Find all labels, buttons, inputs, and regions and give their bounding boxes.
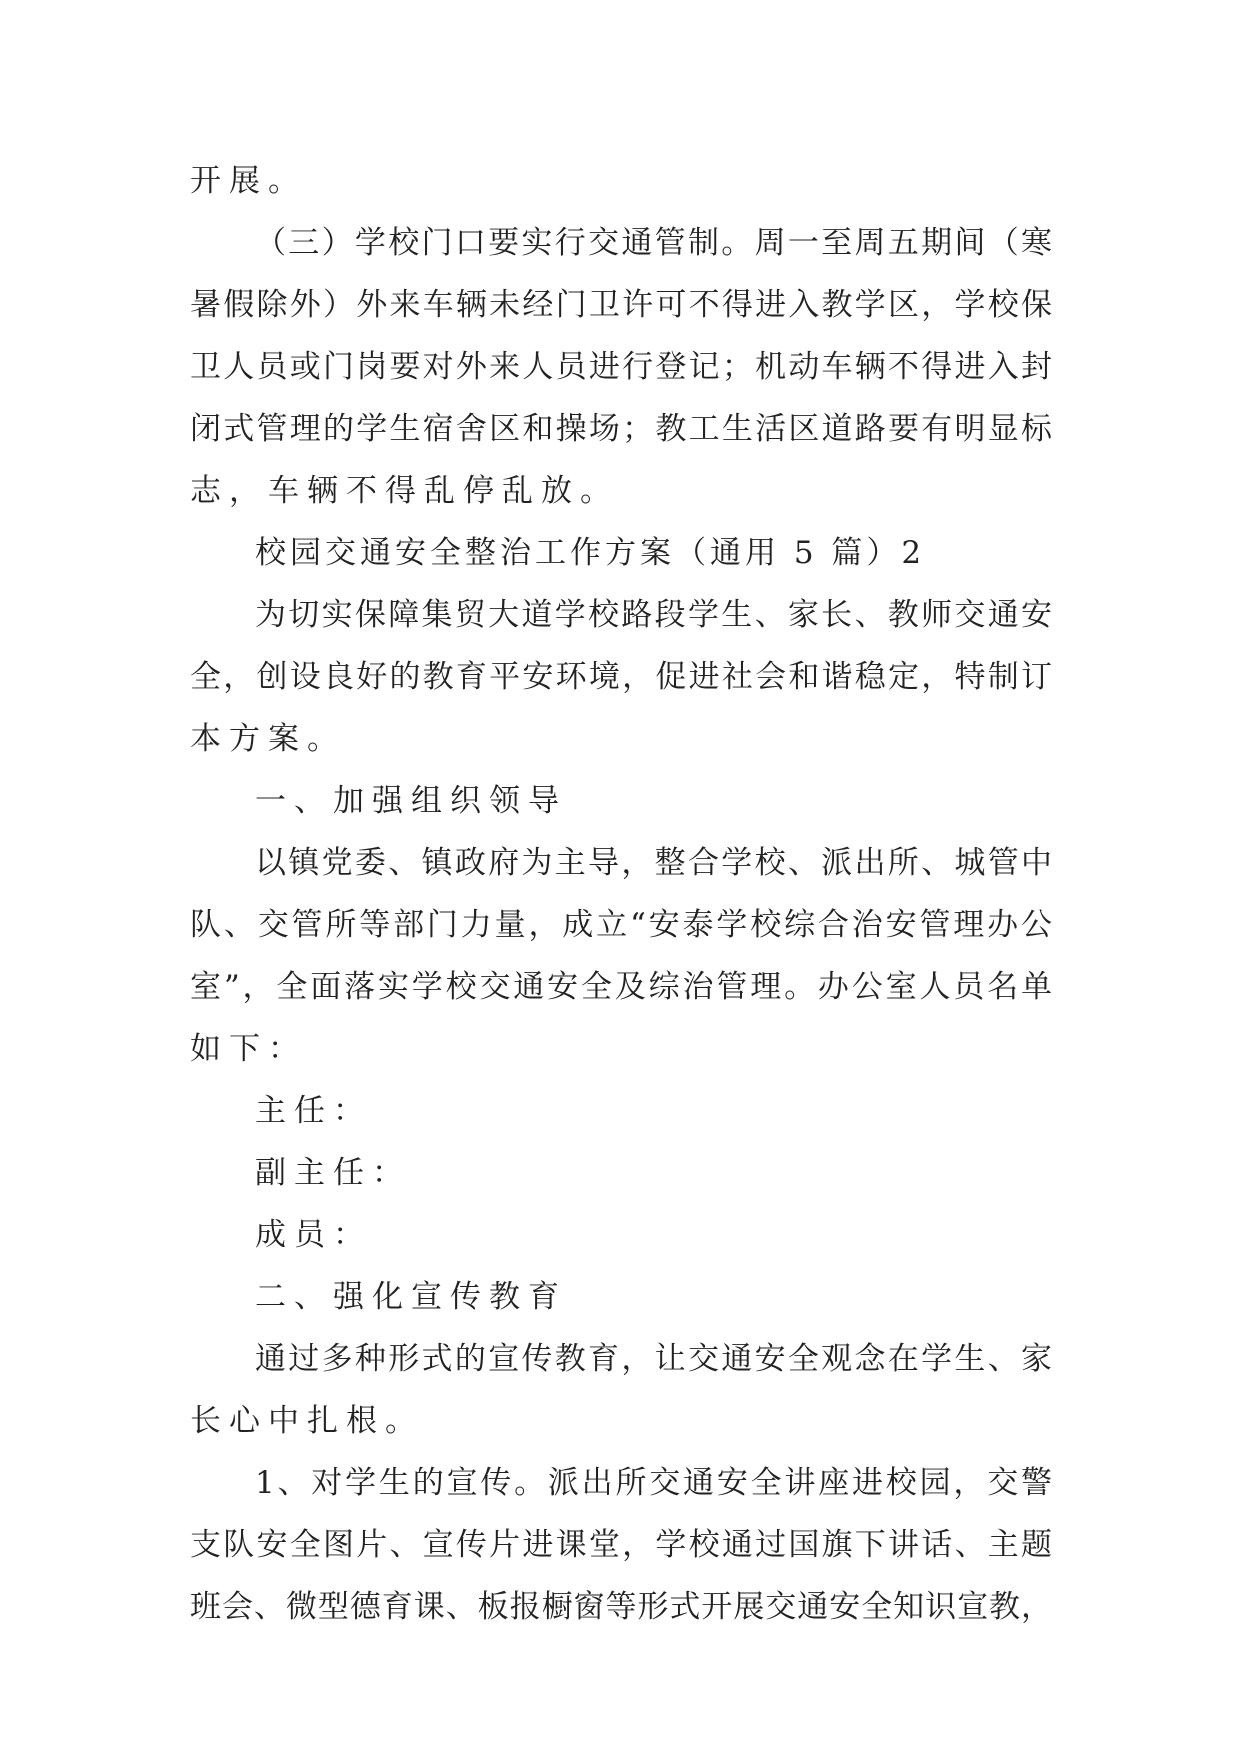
- section-title: 校园交通安全整治工作方案（通用 5 篇）2: [255, 535, 926, 571]
- list-item: 副主任：: [255, 1155, 411, 1191]
- paragraph-line: 卫人员或门岗要对外来人员进行登记；机动车辆不得进入封: [190, 349, 1052, 385]
- section-heading: 一、加强组织领导: [255, 783, 567, 819]
- paragraph-line: 开展。: [190, 163, 307, 199]
- paragraph-line: 长心中扎根。: [190, 1403, 424, 1439]
- paragraph-line: 通过多种形式的宣传教育，让交通安全观念在学生、家: [255, 1341, 1052, 1377]
- paragraph-line: 班会、微型德育课、板报橱窗等形式开展交通安全知识宣教，: [190, 1589, 1052, 1625]
- paragraph-line: 志，车辆不得乱停乱放。: [190, 473, 619, 509]
- paragraph-line: 以镇党委、镇政府为主导，整合学校、派出所、城管中: [255, 845, 1052, 881]
- paragraph-line: 闭式管理的学生宿舍区和操场；教工生活区道路要有明显标: [190, 411, 1052, 447]
- paragraph-line: 室”，全面落实学校交通安全及综治管理。办公室人员名单: [190, 969, 1052, 1005]
- paragraph-line: 为切实保障集贸大道学校路段学生、家长、教师交通安: [255, 597, 1052, 633]
- paragraph-line: 本方案。: [190, 721, 346, 757]
- paragraph-line: （三）学校门口要实行交通管制。周一至周五期间（寒: [255, 225, 1052, 261]
- list-item: 主任：: [255, 1093, 372, 1129]
- paragraph-line: 支队安全图片、宣传片进课堂，学校通过国旗下讲话、主题: [190, 1527, 1052, 1563]
- paragraph-line: 全，创设良好的教育平安环境，促进社会和谐稳定，特制订: [190, 659, 1052, 695]
- list-item: 成员：: [255, 1217, 372, 1253]
- paragraph-line: 暑假除外）外来车辆未经门卫许可不得进入教学区，学校保: [190, 287, 1052, 323]
- paragraph-line: 1、对学生的宣传。派出所交通安全讲座进校园，交警: [255, 1465, 1052, 1501]
- paragraph-line: 队、交管所等部门力量，成立“安泰学校综合治安管理办公: [190, 907, 1052, 943]
- section-heading: 二、强化宣传教育: [255, 1279, 567, 1315]
- paragraph-line: 如下：: [190, 1031, 307, 1067]
